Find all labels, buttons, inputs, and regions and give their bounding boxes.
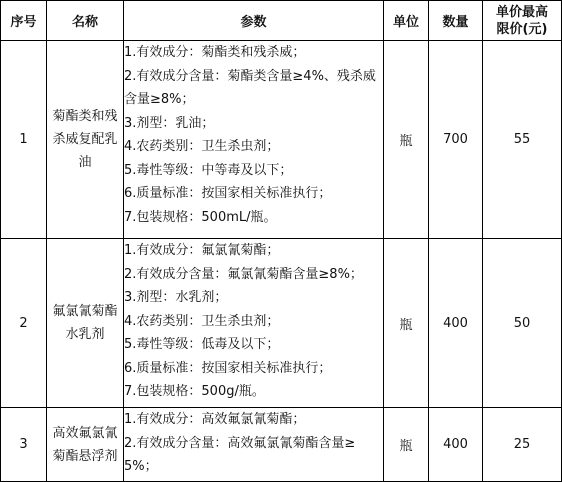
row-index: 2 — [1, 239, 47, 408]
max-price-cell: 55 — [483, 41, 562, 239]
max-price-cell: 25 — [483, 408, 562, 482]
param-line: 5.毒性等级：低毒及以下； — [124, 337, 280, 352]
param-line: 3.剂型：水乳剂； — [124, 290, 228, 305]
quantity-cell: 400 — [429, 239, 483, 408]
product-name: 氟氯氰菊酯水乳剂 — [47, 239, 124, 408]
product-name: 高效氟氯氰菊酯悬浮剂 — [47, 408, 124, 482]
row-index: 3 — [1, 408, 47, 482]
product-name: 菊酯类和残杀威复配乳油 — [47, 41, 124, 239]
param-line: 5.毒性等级：中等毒及以下； — [124, 162, 293, 178]
param-line: 2.有效成分含量：氟氯氰菊酯含量≥8%； — [124, 266, 363, 282]
unit-cell: 瓶 — [384, 408, 429, 482]
param-line: 1.有效成分：氟氯氰菊酯； — [124, 243, 280, 258]
table-row — [1, 41, 562, 239]
max-price-cell: 50 — [483, 239, 562, 408]
param-line: 6.质量标准：按国家相关标准执行； — [124, 360, 332, 376]
header-params: 参数 — [124, 1, 384, 41]
product-params — [124, 239, 384, 408]
param-line: 1.有效成分：菊酯类和残杀威； — [124, 45, 306, 60]
table-row — [1, 239, 562, 408]
row-index: 1 — [1, 41, 47, 239]
product-params — [124, 408, 384, 482]
product-params — [124, 41, 384, 239]
unit-cell: 瓶 — [384, 41, 429, 239]
header-max-price-line2: 限价(元) — [496, 21, 548, 37]
table-row — [1, 408, 562, 482]
param-line: 4.农药类别：卫生杀虫剂； — [124, 139, 280, 154]
header-max-price-line1: 单价最高 — [495, 4, 548, 20]
param-line: 1.有效成分：高效氟氯氰菊酯； — [124, 412, 306, 427]
quantity-cell: 400 — [429, 408, 483, 482]
header-index: 序号 — [1, 1, 47, 41]
param-line: 7.包装规格：500g/瓶。 — [124, 384, 265, 399]
header-quantity: 数量 — [429, 1, 483, 41]
param-line: 7.包装规格：500mL/瓶。 — [124, 209, 277, 225]
header-row — [1, 1, 562, 41]
param-line: 6.质量标准：按国家相关标准执行； — [124, 186, 332, 201]
param-line: 3.剂型：乳油； — [124, 115, 215, 131]
header-unit: 单位 — [384, 1, 429, 41]
quantity-cell: 700 — [429, 41, 483, 239]
header-name: 名称 — [47, 1, 124, 41]
param-line: 2.有效成分含量：高效氟氯氰菊酯含量≥5%； — [124, 435, 356, 474]
param-line: 4.农药类别：卫生杀虫剂； — [124, 313, 280, 329]
param-line: 2.有效成分含量：菊酯类含量≥4%、残杀威含量≥8%； — [124, 68, 376, 107]
header-max-price — [483, 1, 562, 41]
unit-cell: 瓶 — [384, 239, 429, 408]
